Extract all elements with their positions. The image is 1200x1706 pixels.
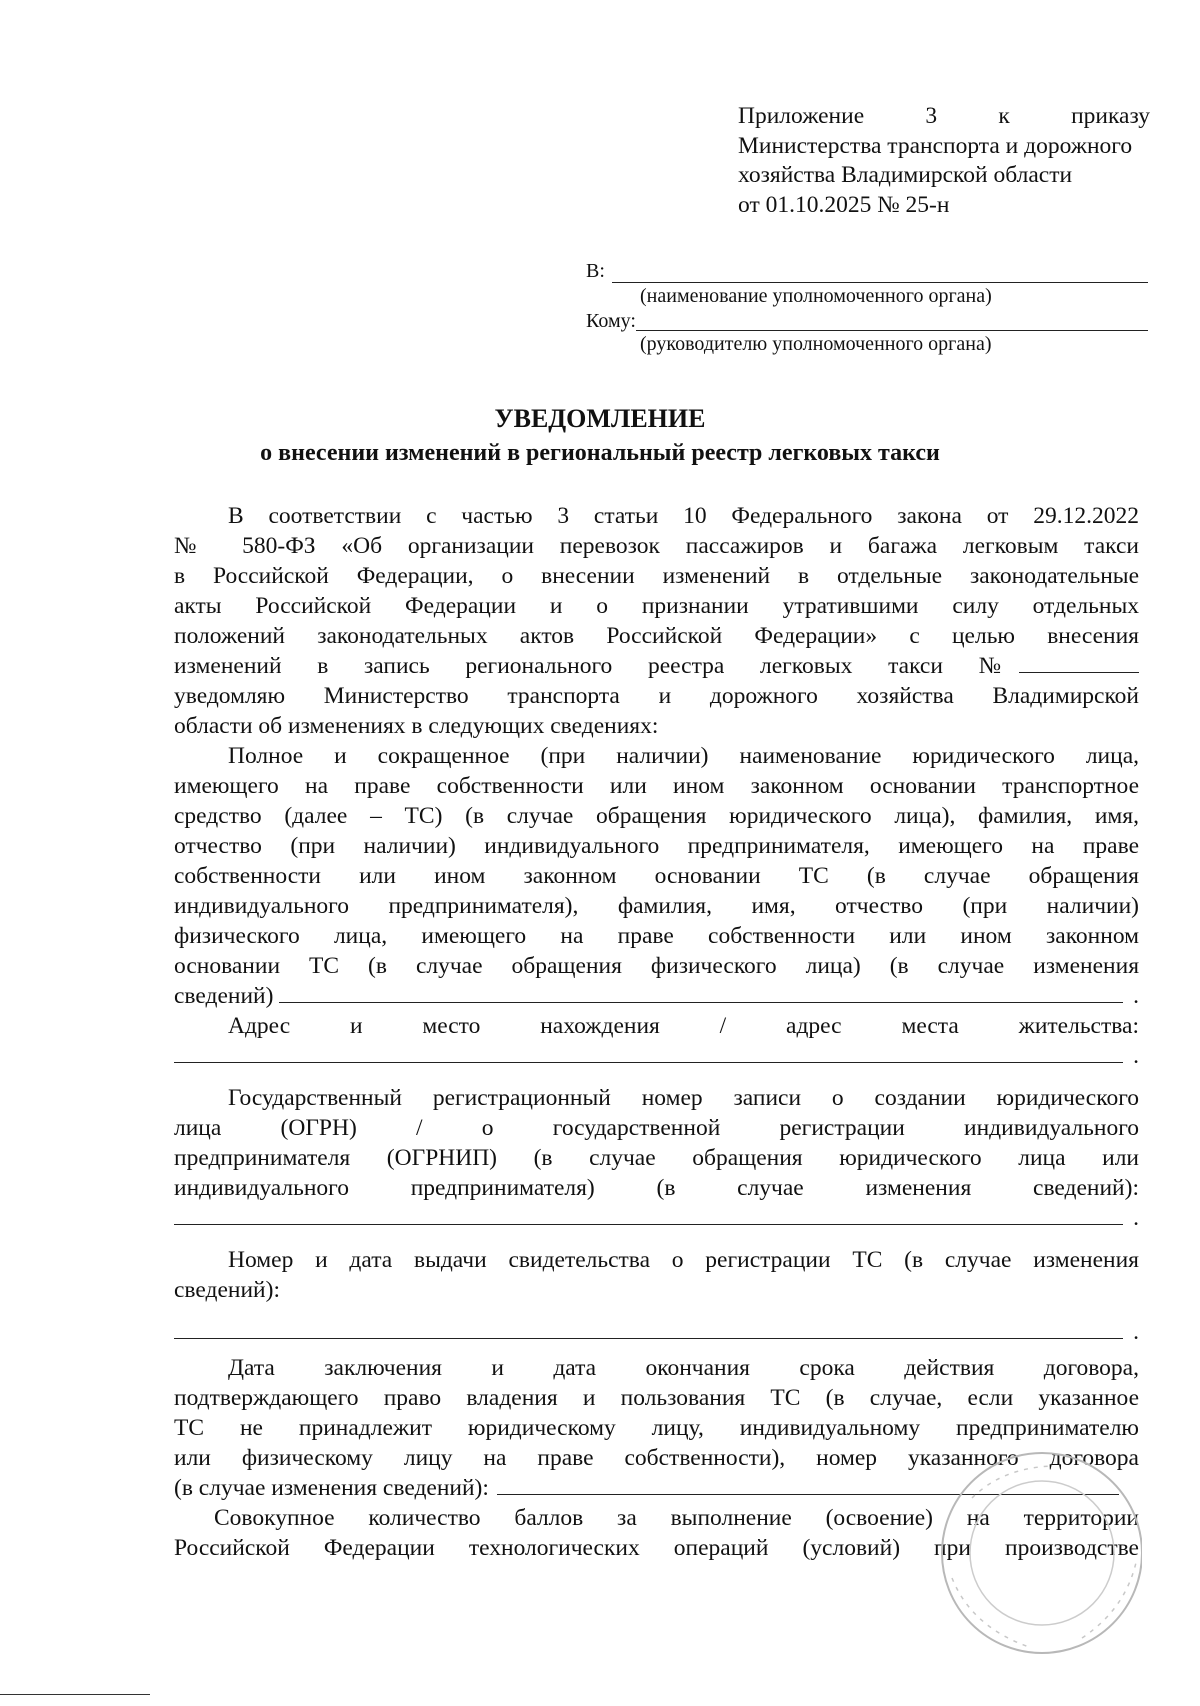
text-line: Номер и дата выдачи свидетельства о регистрации ТС (в случае изменения [228, 1247, 1139, 1273]
text-line: Российской Федерации технологических операций (условий) при производстве [174, 1535, 1139, 1561]
appendix-word: Приложение [738, 103, 865, 129]
text-line: предпринимателя (ОГРНИП) (в случае обращения юридического лица или [174, 1145, 1139, 1171]
text-line: средство (далее – ТС) (в случае обращения юридического лица), фамилия, имя, [174, 803, 1139, 829]
owner-field-line [174, 981, 1139, 1011]
whom-field[interactable] [636, 330, 1148, 331]
intro-paragraph [174, 501, 1139, 741]
registry-number-field[interactable] [1019, 672, 1139, 673]
whom-hint: (руководителю уполномоченного органа) [640, 333, 992, 355]
text-line: Государственный регистрационный номер записи о создании юридического [228, 1085, 1139, 1111]
ogrn-paragraph [174, 1083, 1139, 1233]
address-field-line [174, 1041, 1139, 1071]
text-line: Адрес и место нахождения / адрес места жительства: [228, 1013, 1139, 1039]
certificate-field-line [174, 1317, 1139, 1347]
to-label: В: [586, 260, 605, 282]
text-line: подтверждающего право владения и пользования ТС (в случае, если указанное [174, 1385, 1139, 1411]
text-line: в Российской Федерации, о внесении изменений в отдельные законодательные [174, 563, 1139, 589]
text-line: или физическому лицу на праве собственности), номер указанного договора [174, 1445, 1139, 1471]
text-line: Совокупное количество баллов за выполнение (освоение) на территории [214, 1505, 1139, 1531]
text-line: собственности или ином законном основании ТС (в случае обращения [174, 863, 1139, 889]
registry-number-line [174, 651, 1139, 681]
text-line: акты Российской Федерации и о признании утратившими силу отдельных [174, 593, 1139, 619]
appendix-line-2: Министерства транспорта и дорожного [738, 132, 1133, 159]
text-line: положений законодательных актов Российской Федерации» с целью внесения [174, 623, 1139, 649]
appendix-line-1 [738, 102, 1150, 132]
text-line: сведений): [174, 1277, 280, 1303]
period: . [1133, 1043, 1139, 1069]
text-line: индивидуального предпринимателя), фамилия, имя, отчество (при наличии) [174, 893, 1139, 919]
text-line: лица (ОГРН) / о государственной регистрации индивидуального [174, 1115, 1139, 1141]
document-title: УВЕДОМЛЕНИЕ [494, 404, 706, 433]
text-line: Дата заключения и дата окончания срока действия договора, [228, 1355, 1139, 1381]
period: . [1133, 983, 1139, 1009]
certificate-field[interactable] [174, 1338, 1123, 1339]
to-hint: (наименование уполномоченного органа) [640, 285, 992, 307]
text-line: № 580-ФЗ «Об организации перевозок пассажиров и багажа легковым такси [174, 533, 1139, 559]
appendix-word: приказу [1071, 103, 1150, 129]
owner-paragraph [174, 741, 1139, 1011]
text-line: основании ТС (в случае обращения физического лица) (в случае изменения [174, 953, 1139, 979]
text-line: Полное и сокращенное (при наличии) наименование юридического лица, [228, 743, 1139, 769]
period: . [1133, 1319, 1139, 1345]
text-line: имеющего на праве собственности или ином законном основании транспортное [174, 773, 1139, 799]
appendix-line-3: хозяйства Владимирской области [738, 162, 1073, 188]
whom-label: Кому: [586, 310, 636, 332]
document-body [174, 501, 1139, 1563]
period: . [1133, 1205, 1139, 1231]
stamp-seal-icon [912, 1438, 1142, 1658]
appendix-word: 3 [925, 103, 938, 129]
address-paragraph [174, 1011, 1139, 1071]
address-field[interactable] [174, 1062, 1123, 1063]
certificate-paragraph [174, 1245, 1139, 1347]
to-field[interactable] [612, 282, 1148, 283]
text-line: В соответствии с частью 3 статьи 10 Федерального закона от 29.12.2022 [228, 503, 1139, 529]
page-footer-rule [0, 1694, 150, 1695]
owner-field[interactable] [279, 1002, 1123, 1003]
text-line: ТС не принадлежит юридическому лицу, индивидуальному предпринимателю [174, 1415, 1139, 1441]
document-subtitle: о внесении изменений в региональный реестр легковых такси [260, 440, 940, 466]
text-line: индивидуального предпринимателя) (в случае изменения сведений): [174, 1175, 1139, 1201]
text-line: изменений в запись регионального реестра легковых такси № [174, 653, 1001, 679]
text-line: отчество (при наличии) индивидуального предпринимателя, имеющего на праве [174, 833, 1139, 859]
ogrn-field[interactable] [174, 1224, 1123, 1225]
text-line: уведомляю Министерство транспорта и дорожного хозяйства Владимирской [174, 683, 1139, 709]
text-line: сведений) [174, 983, 274, 1009]
text-line: (в случае изменения сведений): [174, 1475, 489, 1501]
appendix-word: к [998, 103, 1010, 129]
text-line: физического лица, имеющего на праве собственности или ином законном [174, 923, 1139, 949]
ogrn-field-line [174, 1203, 1139, 1233]
appendix-block [738, 102, 1150, 220]
text-line: области об изменениях в следующих сведениях: [174, 713, 659, 739]
appendix-line-4: от 01.10.2025 № 25-н [738, 191, 950, 218]
